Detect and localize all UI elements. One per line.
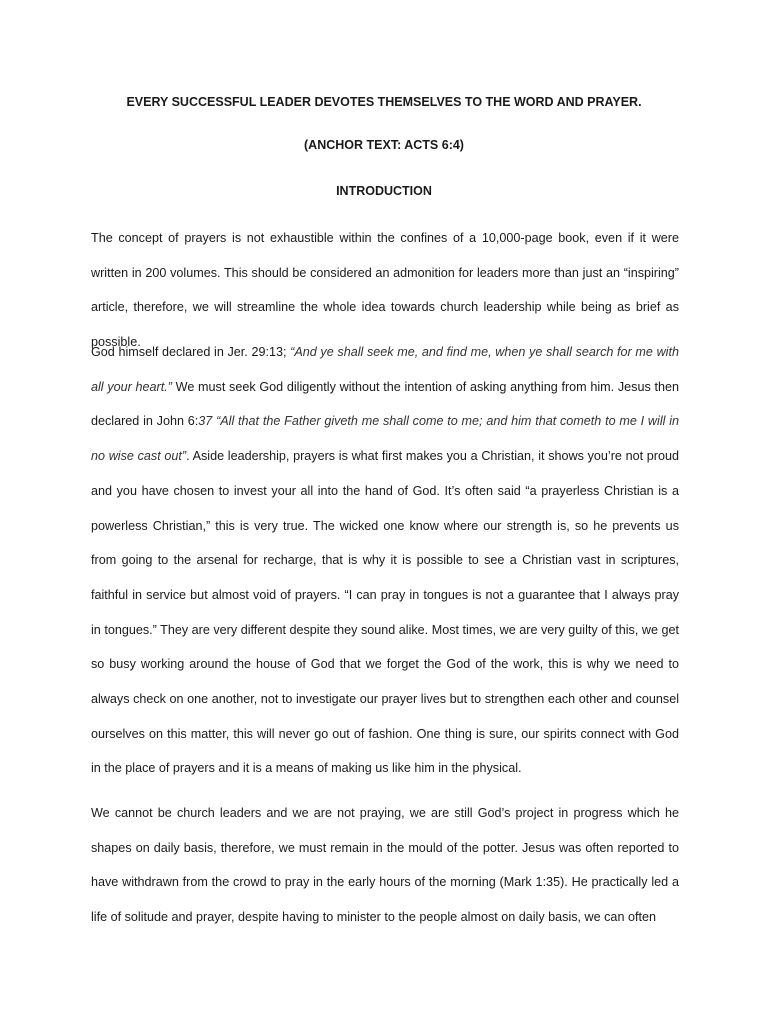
scripture-quote: “And ye shall seek me, and find me, when ye shall search for me with all your heart.”	[91, 345, 679, 394]
scripture-quote: 37 “All that the Father giveth me shall come to me; and him that cometh to me I will in no wise cast out”	[91, 414, 679, 464]
document-title: EVERY SUCCESSFUL LEADER DEVOTES THEMSELVES TO THE WORD AND PRAYER.	[126, 95, 642, 109]
paragraph-seek-god	[91, 335, 679, 786]
paragraph-text: . Aside leadership, prayers is what first makes you a Christian, it shows you’re not proud and you have chosen to invest your all into the hand of God. It’s often said “a prayerless Christian is a powerless Christian,” this is very true. The wicked one know where our strength is, so he prevents us from going to the arsenal for recharge, that is why it is possible to see a Christian vast in scriptures, faithful in service but almost void of prayers. “I can pray in tongues is not a guarantee that I always pray in tongues.” They are very different despite they sound alike. Most times, we are very guilty of this, we get so busy working around the house of God that we forget the God of the work, this is why we need to always check on one another, not to investigate our prayer lives but to strengthen each other and counsel ourselves on this matter, this will never go out of fashion. One thing is sure, our spirits connect with God in the place of prayers and it is a means of making us like him in the physical.	[91, 449, 680, 776]
section-heading: INTRODUCTION	[336, 184, 432, 198]
paragraph-text: God himself declared in Jer. 29:13;	[91, 345, 291, 359]
anchor-text: (ANCHOR TEXT: ACTS 6:4)	[304, 138, 464, 152]
paragraph-text: We must seek God diligently without the intention of asking anything from him. Jesus then declared in John 6:	[91, 379, 679, 429]
paragraph-church-leaders: We cannot be church leaders and we are not praying, we are still God’s project in progress which he shapes on daily basis, therefore, we must remain in the mould of the potter. Jesus was often reported to have withdrawn from the crowd to pray in the early hours of the morning (Mark 1:35). He practically led a life of solitude and prayer, despite having to minister to the people almost on daily basis, we can often	[91, 806, 679, 925]
paragraph-introduction: The concept of prayers is not exhaustible within the confines of a 10,000-page book, even if it were written in 200 volumes. This should be considered an admonition for leaders more than just an “inspiring” article, therefore, we will streamline the whole idea towards church leadership while being as brief as possible.	[91, 231, 679, 350]
